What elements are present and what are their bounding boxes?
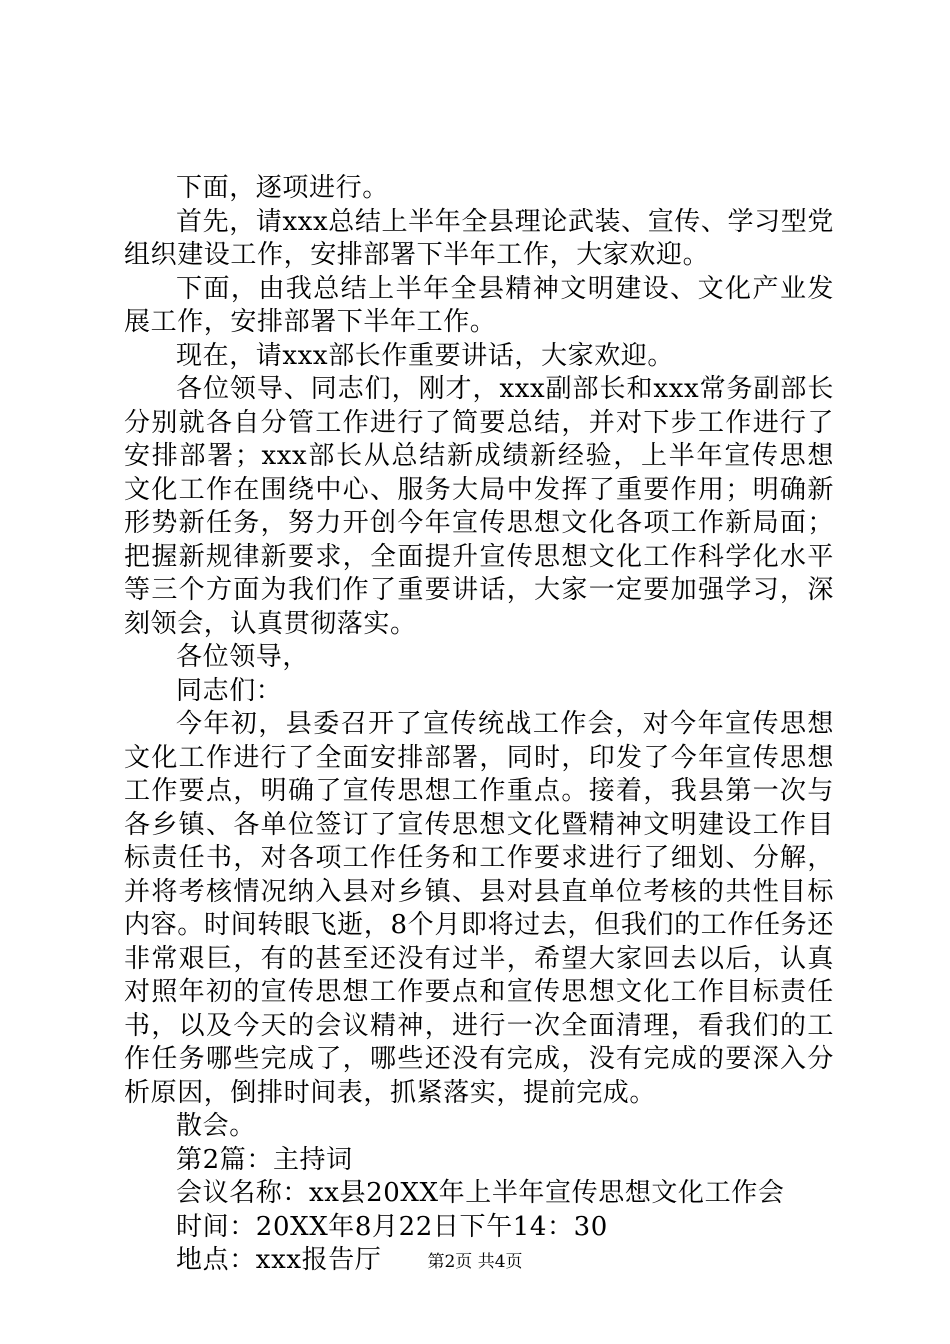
meeting-location: 地点：xxx报告厅 — [176, 1245, 382, 1275]
document-body — [124, 172, 834, 1278]
paragraph: 下面，由我总结上半年全县精神文明建设、文化产业发展工作，安排部署下半年工作。 — [124, 273, 834, 337]
paragraph: 散会。 — [176, 1111, 256, 1141]
section-heading: 第2篇：主持词 — [176, 1144, 353, 1175]
paragraph: 各位领导， — [176, 642, 310, 672]
paragraph: 现在，请xxx部长作重要讲话，大家欢迎。 — [176, 340, 674, 371]
meeting-name: 会议名称：xx县20XX年上半年宣传思想文化工作会 — [176, 1178, 785, 1208]
paragraph: 各位领导、同志们，刚才，xxx副部长和xxx常务副部长分别就各自分管工作进行了简要总结，并对下步工作进行了安排部署；xxx部长从总结新成绩新经验，上半年宣传思想文化工作在围绕中心、服务大局中发挥了重要作用；明确新形势新任务，努力开创今年宣传思想文化各项工作新局面；把握新规律新要求，全面提升宣传思想文化工作科学化水平等三个方面为我们作了重要讲话，大家一定要加强学习，深刻领会，认真贯彻落实。 — [124, 374, 834, 639]
meeting-time: 时间：20XX年8月22日下午14：30 — [176, 1211, 608, 1242]
paragraph: 下面，逐项进行。 — [176, 173, 389, 203]
paragraph: 首先，请xxx总结上半年全县理论武装、宣传、学习型党组织建设工作，安排部署下半年工作，大家欢迎。 — [124, 206, 834, 270]
paragraph: 同志们： — [176, 675, 283, 706]
page-number-footer: 第2页 共4页 — [427, 1252, 523, 1272]
paragraph: 今年初，县委召开了宣传统战工作会，对今年宣传思想文化工作进行了全面安排部署，同时，印发了今年宣传思想工作要点，明确了宣传思想工作重点。接着，我县第一次与各乡镇、各单位签订了宣传思想文化暨精神文明建设工作目标责任书，对各项工作任务和工作要求进行了细划、分解，并将考核情况纳入县对乡镇、县对县直单位考核的共性目标内容。时间转眼飞逝，8个月即将过去，但我们的工作任务还非常艰巨，有的甚至还没有过半，希望大家回去以后，认真对照年初的宣传思想工作要点和宣传思想文化工作目标责任书，以及今天的会议精神，进行一次全面清理，看我们的工作任务哪些完成了，哪些还没有完成，没有完成的要深入分析原因，倒排时间表，抓紧落实，提前完成。 — [124, 709, 834, 1108]
